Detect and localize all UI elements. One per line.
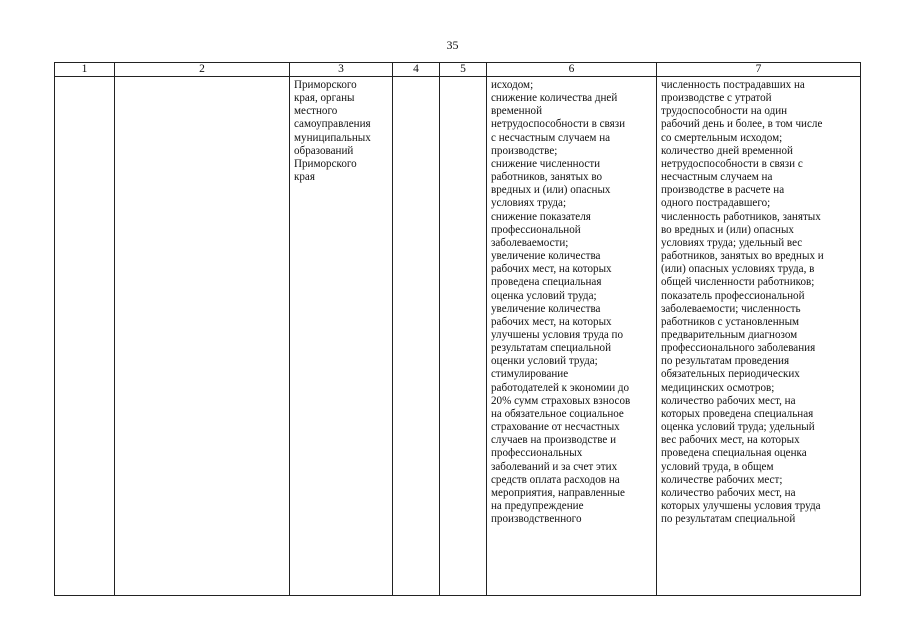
cell-text-col1: [55, 77, 114, 79]
cell-col3: [290, 77, 393, 596]
cell-col7: [657, 77, 861, 596]
cell-text-results: исходом; снижение количества дней временной нетрудоспособности в связи с несчастным случаем на производстве; снижение численности работников, занятых во вредных и (или) опасных условиях труда; снижение показателя профессиональной заболеваемости; увеличение количества рабочих мест, на которых проведена специальная оценка условий труда; увеличение количества рабочих мест, на которых улучшены условия труда по результатам специальной оценки условий труда; стимулирование работодателей к экономии до 20% сумм страховых взносов на обязательное социальное страхование от несчастных случаев на производстве и профессиональных заболеваний и за счет этих средств оплата расходов на мероприятия, направленные на предупреждение производственного: [491, 79, 631, 526]
cell-text-responsible: Приморского края, органы местного самоуправления муниципальных образований Приморского края: [294, 79, 371, 184]
cell-text-col5: [440, 77, 486, 79]
cell-col5: [440, 77, 487, 596]
table-row: [55, 77, 861, 596]
page-number: 35: [446, 38, 459, 52]
cell-text-indicators: численность пострадавших на производстве с утратой трудоспособности на один рабочий день и более, в том числе со смертельным исходом; количество дней временной нетрудоспособности в связи с несчастным случаем на производстве в расчете на одного пострадавшего; численность работников, занятых во вредных и (или) опасных условиях труда; удельный вес работников, занятых во вредных и (или) опасных условиях труда, в общей численности работников; показатель профессиональной заболеваемости; численность работников с установленным предварительным диагнозом профессионального заболевания по результатам проведения обязательных периодических медицинских осмотров; количество рабочих мест, на которых проведена специальная оценка условий труда; удельный вес рабочих мест, на которых проведена специальная оценка условий труда, в общем количестве рабочих мест; количество рабочих мест, на которых улучшены условия труда по результатам специальной: [661, 79, 824, 526]
column-header-3: 3: [290, 63, 393, 77]
cell-text-col4: [393, 77, 439, 79]
column-header-5: 5: [440, 63, 487, 77]
column-header-1: 1: [55, 63, 115, 77]
column-header-2: 2: [115, 63, 290, 77]
column-header-6: 6: [487, 63, 657, 77]
cell-text-col2: [115, 77, 289, 79]
column-header-4: 4: [393, 63, 440, 77]
cell-col2: [115, 77, 290, 596]
column-header-7: 7: [657, 63, 861, 77]
cell-col6: [487, 77, 657, 596]
document-table: [54, 62, 861, 596]
header-row: [55, 63, 861, 77]
cell-col4: [393, 77, 440, 596]
cell-col1: [55, 77, 115, 596]
